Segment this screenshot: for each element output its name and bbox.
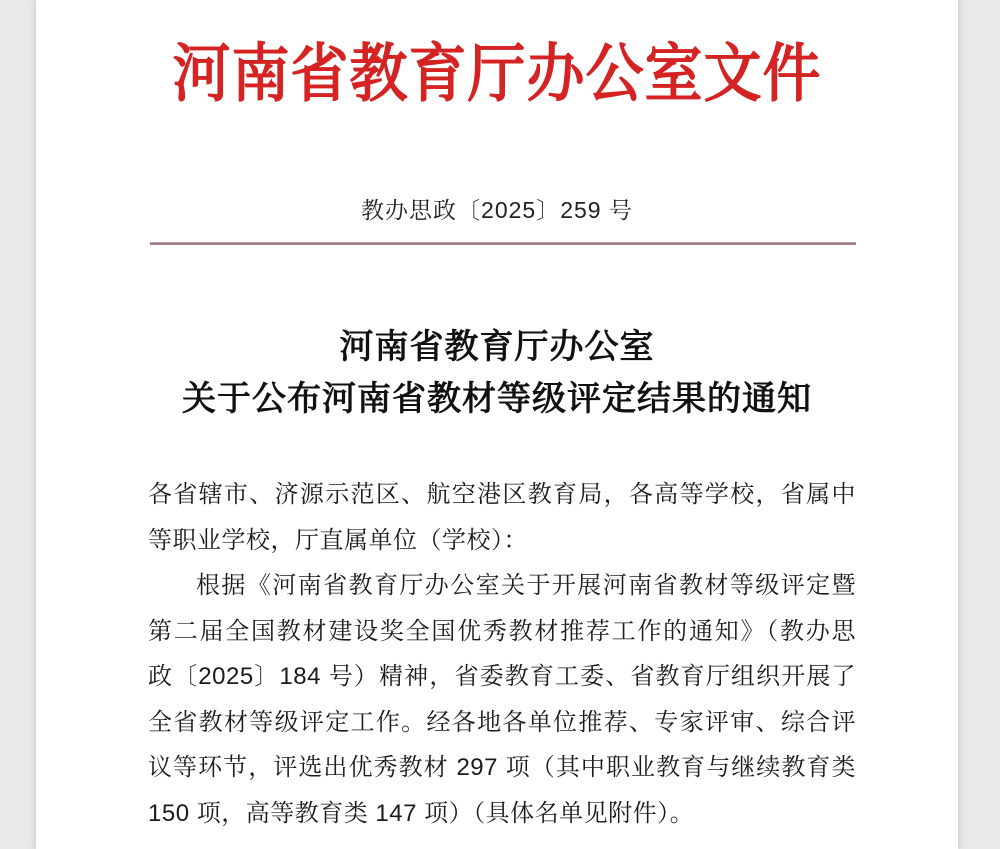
body-text-line: 根据《河南省教育厅办公室关于开展河南省教材等级评定暨 (196, 572, 856, 599)
body-text-line: 等职业学校，厅直属单位（学校）： (148, 526, 528, 554)
body-text (148, 472, 856, 836)
document-reference-number: 教办思政〔2025〕259 号 (361, 197, 633, 223)
body-text-line: 各省辖市、济源示范区、航空港区教育局，各高等学校，省属中 (148, 481, 856, 508)
document-title (36, 321, 958, 425)
document-title-line-1: 河南省教育厅办公室 (339, 328, 655, 366)
document-page (36, 0, 958, 849)
agency-letterhead-title: 河南省教育厅办公室文件 (172, 38, 822, 110)
body-text-line: 议等环节，评选出优秀教材 297 项（其中职业教育与继续教育类 (148, 754, 856, 781)
body-text-line: 政〔2025〕184 号）精神，省委教育工委、省教育厅组织开展了 (148, 663, 856, 690)
red-divider-line (150, 242, 856, 245)
document-title-line-2: 关于公布河南省教材等级评定结果的通知 (182, 380, 812, 418)
body-text-line: 150 项，高等教育类 147 项）（具体名单见附件）。 (148, 799, 695, 827)
body-text-line: 全省教材等级评定工作。经各地各单位推荐、专家评审、综合评 (148, 708, 856, 736)
body-text-line: 第二届全国教材建设奖全国优秀教材推荐工作的通知》（教办思 (148, 617, 856, 645)
